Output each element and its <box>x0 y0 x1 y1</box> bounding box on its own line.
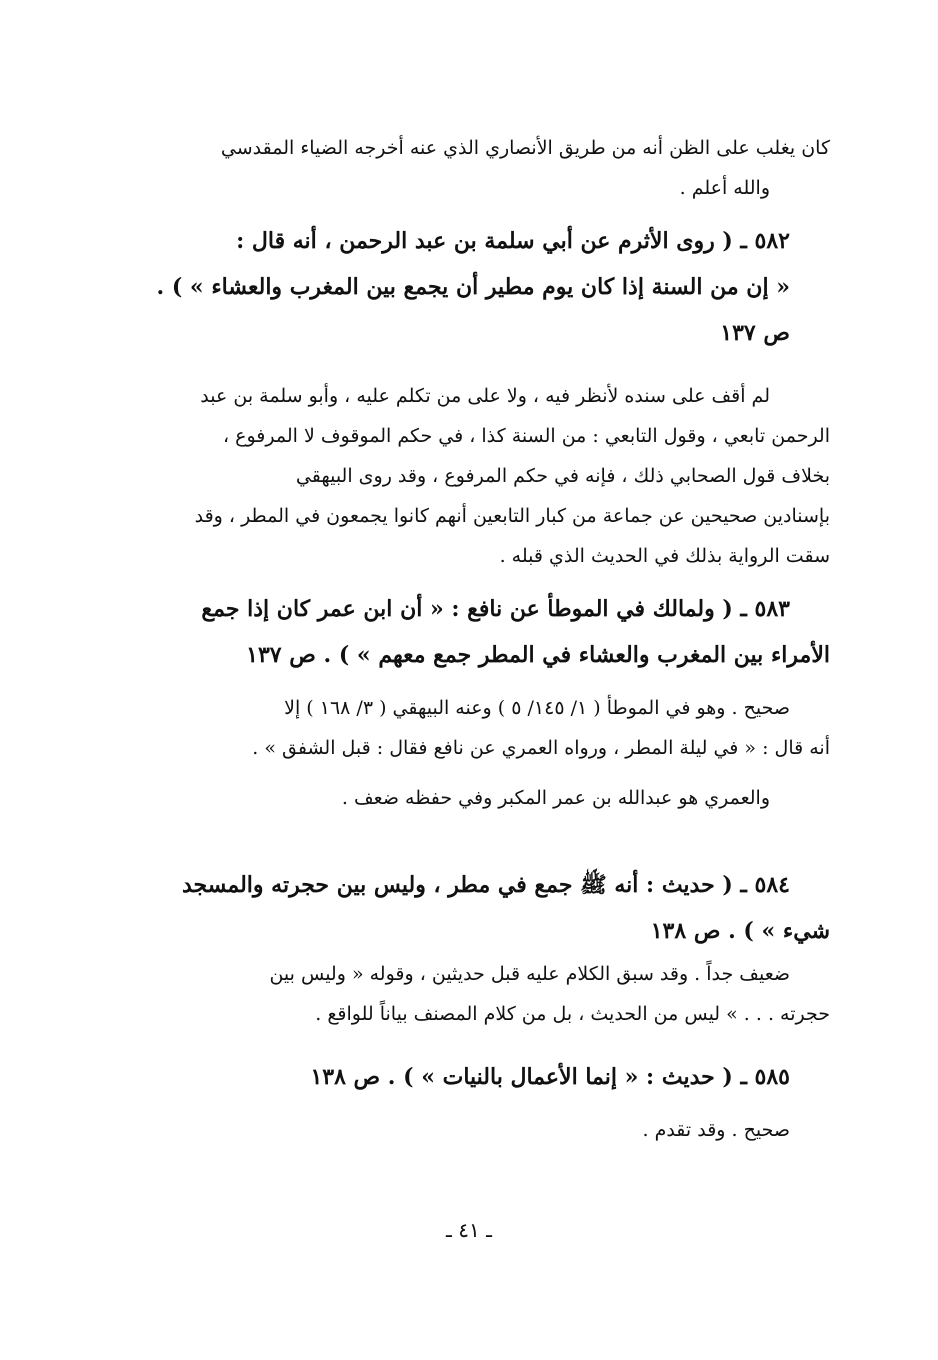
text-line: صحيح . وهو في الموطأ ( ١/ ١٤٥/ ٥ ) وعنه البيهقي ( ٣/ ١٦٨ ) إلا <box>284 697 790 719</box>
hadith-line: ٥٨٥ ـ ( حديث : « إنما الأعمال بالنيات » ) . ص ١٣٨ <box>310 1064 790 1090</box>
hadith-line: « إن من السنة إذا كان يوم مطير أن يجمع بين المغرب والعشاء » ) . <box>156 274 790 300</box>
commentary-583 <box>130 688 830 768</box>
commentary-584 <box>130 954 830 1034</box>
text-line: لم أقف على سنده لأنظر فيه ، ولا على من تكلم عليه ، وأبو سلمة بن عبد <box>200 385 770 407</box>
hadith-line: شيء » ) . ص ١٣٨ <box>650 918 830 944</box>
hadith-line: ٥٨٣ ـ ( ولمالك في الموطأ عن نافع : « أن ابن عمر كان إذا جمع <box>201 596 790 622</box>
page-number: ـ ٤١ ـ <box>446 1218 492 1242</box>
text-line: سقت الرواية بذلك في الحديث الذي قبله . <box>499 545 830 567</box>
commentary-585 <box>130 1110 830 1150</box>
hadith-line: ص ١٣٧ <box>720 320 790 346</box>
paragraph-continuation <box>130 128 830 208</box>
hadith-584 <box>130 862 830 954</box>
note-al-umari <box>130 778 830 818</box>
text-line: كان يغلب على الظن أنه من طريق الأنصاري الذي عنه أخرجه الضياء المقدسي <box>220 137 830 159</box>
text-line: صحيح . وقد تقدم . <box>642 1119 790 1141</box>
text-line: ضعيف جداً . وقد سبق الكلام عليه قبل حديثين ، وقوله « وليس بين <box>269 963 790 985</box>
text-line: أنه قال : « في ليلة المطر ، ورواه العمري عن نافع فقال : قبل الشفق » . <box>252 737 830 759</box>
text-line: بخلاف قول الصحابي ذلك ، فإنه في حكم المرفوع ، وقد روى البيهقي <box>295 465 830 487</box>
page-body <box>130 128 830 1150</box>
hadith-line: ٥٨٢ ـ ( روى الأثرم عن أبي سلمة بن عبد الرحمن ، أنه قال : <box>236 228 790 254</box>
text-line: والله أعلم . <box>679 177 770 199</box>
hadith-line: الأمراء بين المغرب والعشاء في المطر جمع معهم » ) . ص ١٣٧ <box>246 642 830 668</box>
hadith-582 <box>130 218 830 356</box>
text-line: والعمري هو عبدالله بن عمر المكبر وفي حفظه ضعف . <box>341 787 770 809</box>
hadith-line: ٥٨٤ ـ ( حديث : أنه ﷺ جمع في مطر ، وليس بين حجرته والمسجد <box>181 872 790 898</box>
hadith-585 <box>130 1054 830 1100</box>
text-line: الرحمن تابعي ، وقول التابعي : من السنة كذا ، في حكم الموقوف لا المرفوع ، <box>222 425 830 447</box>
text-line: بإسنادين صحيحين عن جماعة من كبار التابعين أنهم كانوا يجمعون في المطر ، وقد <box>194 505 830 527</box>
text-line: حجرته . . . » ليس من الحديث ، بل من كلام المصنف بياناً للواقع . <box>315 1003 830 1025</box>
hadith-583 <box>130 586 830 678</box>
commentary-582 <box>130 376 830 576</box>
